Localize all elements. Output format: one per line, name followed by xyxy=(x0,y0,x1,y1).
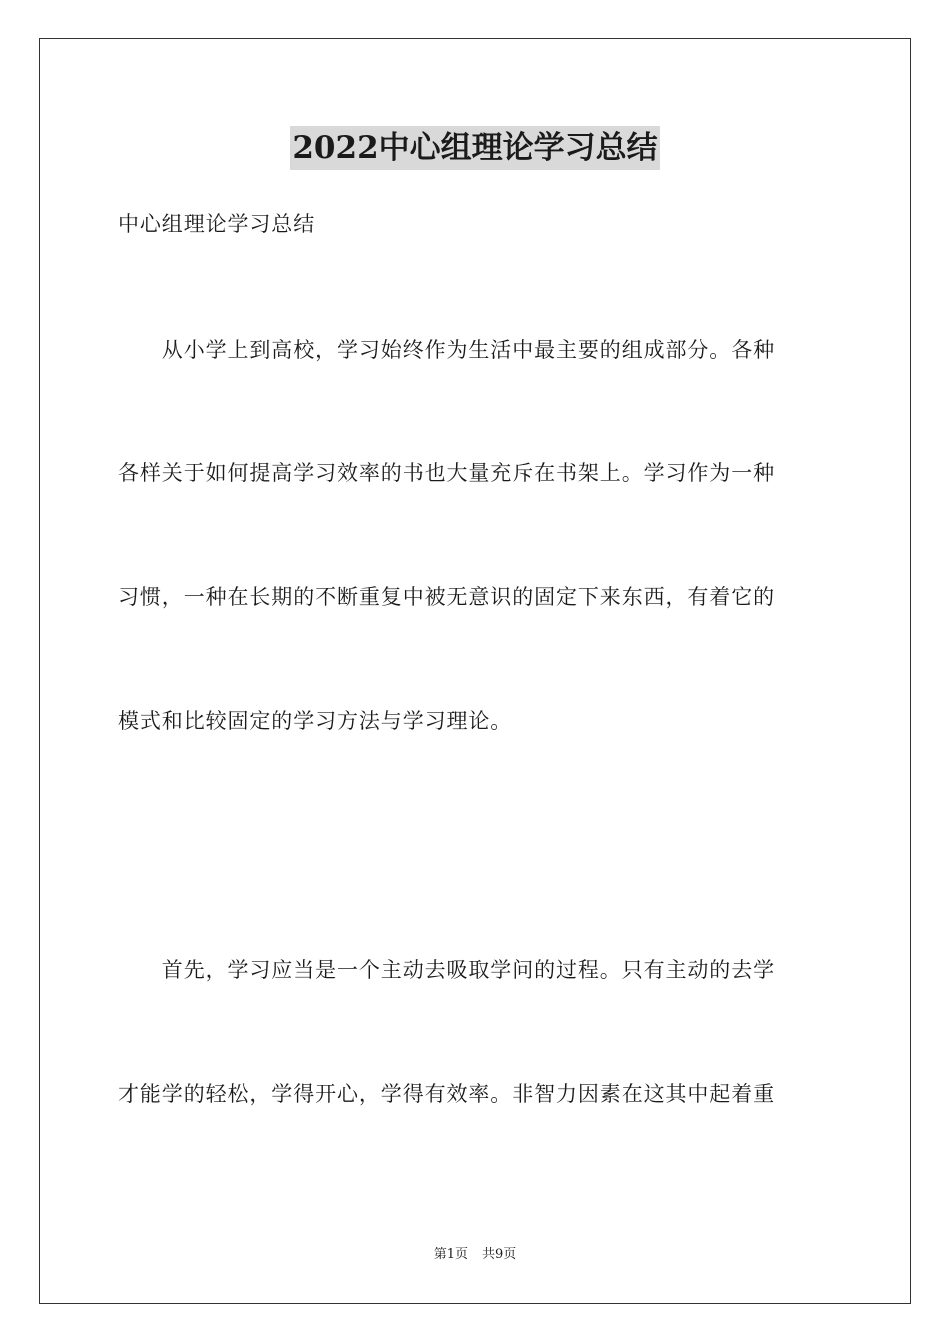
paragraph-line: 首先，学习应当是一个主动去吸取学问的过程。只有主动的去学 xyxy=(118,958,775,982)
paragraph-line: 从小学上到高校，学习始终作为生活中最主要的组成部分。各种 xyxy=(118,338,775,362)
page-footer xyxy=(0,1246,950,1264)
page-number: 第1页 xyxy=(433,1247,468,1262)
paragraph-line: 才能学的轻松，学得开心，学得有效率。非智力因素在这其中起着重 xyxy=(118,1082,775,1106)
page-total: 共9页 xyxy=(482,1247,517,1262)
paragraph-line: 模式和比较固定的学习方法与学习理论。 xyxy=(118,709,513,733)
document-subtitle: 中心组理论学习总结 xyxy=(118,212,316,236)
document-title: 2022中心组理论学习总结 xyxy=(290,126,659,170)
paragraph-line: 习惯，一种在长期的不断重复中被无意识的固定下来东西，有着它的 xyxy=(118,585,775,609)
title-container xyxy=(0,126,950,170)
paragraph-line: 各样关于如何提高学习效率的书也大量充斥在书架上。学习作为一种 xyxy=(118,461,775,485)
